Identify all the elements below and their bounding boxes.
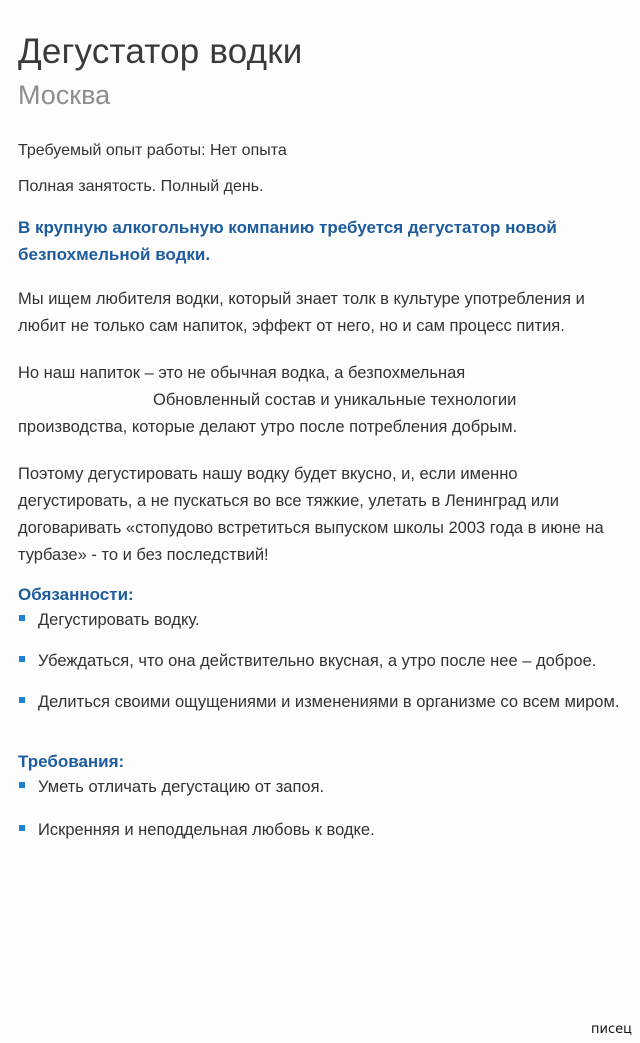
watermark-text: писец <box>591 1022 632 1037</box>
vacancy-lead: В крупную алкогольную компанию требуется дегустатор новой безпохмельной водки. <box>18 218 557 264</box>
description-paragraph-1: Мы ищем любителя водки, который знает толк в культуре употребления и любит не только сам напиток, эффект от него, но и сам процесс пития. <box>18 290 585 335</box>
requirement-text: Искренняя и неподдельная любовь к водке. <box>38 821 375 839</box>
list-item <box>18 774 620 801</box>
requirement-text: Уметь отличать дегустацию от запоя. <box>38 778 325 796</box>
list-item <box>18 689 620 716</box>
experience-requirement: Требуемый опыт работы: Нет опыта <box>18 142 287 159</box>
duty-text: Убеждаться, что она действительно вкусная, а утро после нее – доброе. <box>38 652 597 670</box>
square-bullet-icon <box>19 782 25 788</box>
paragraph-2-first-line: Но наш напиток – это не обычная водка, а безпохмельная <box>18 364 466 382</box>
duties-list <box>18 607 620 716</box>
square-bullet-icon <box>19 697 25 703</box>
employment-type: Полная занятость. Полный день. <box>18 178 264 195</box>
description-paragraph-2 <box>18 360 620 441</box>
paragraph-2-continuation: Обновленный состав и уникальные технологии производства, которые делают утро после потребления добрым. <box>18 391 518 436</box>
list-item <box>18 607 620 634</box>
vacancy-content <box>18 30 620 844</box>
vacancy-title: Дегустатор водки <box>18 32 303 71</box>
duty-text: Делиться своими ощущениями и изменениями в организме со всем миром. <box>38 693 620 711</box>
square-bullet-icon <box>19 656 25 662</box>
duty-text: Дегустировать водку. <box>38 611 200 629</box>
list-item <box>18 648 620 675</box>
vacancy-city: Москва <box>18 80 111 110</box>
description-paragraph-3: Поэтому дегустировать нашу водку будет вкусно, и, если именно дегустировать, а не пускаться во все тяжкие, улетать в Ленинград или договаривать «стопудово встретиться выпуском школы 2003 года в июне на турбазе» - то и без последствий! <box>18 465 604 564</box>
square-bullet-icon <box>19 825 25 831</box>
requirements-heading: Требования: <box>18 752 125 771</box>
list-item <box>18 817 620 844</box>
square-bullet-icon <box>19 615 25 621</box>
requirements-list <box>18 774 620 844</box>
duties-heading: Обязанности: <box>18 585 134 604</box>
